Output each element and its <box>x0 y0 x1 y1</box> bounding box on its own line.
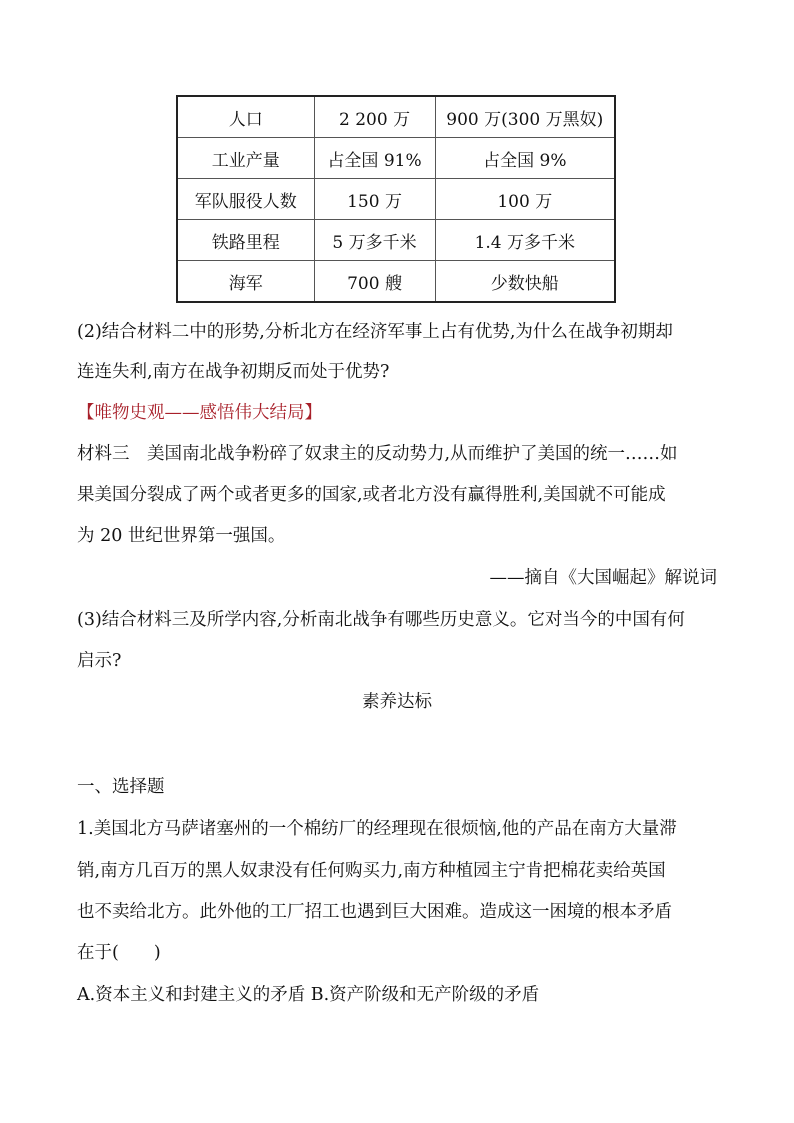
question-1-line-3: 也不卖给北方。此外他的工厂招工也遇到巨大困难。造成这一困境的根本矛盾 <box>77 902 672 922</box>
section-heading: 【唯物史观——感悟伟大结局】 <box>77 403 322 423</box>
question-1-line-4: 在于( ) <box>77 943 161 963</box>
material-3-line-3: 为 20 世纪世界第一强国。 <box>77 526 286 546</box>
table-row <box>177 220 615 261</box>
table-cell: 5 万多千米 <box>314 220 435 261</box>
material-3-source: ——摘自《大国崛起》解说词 <box>489 568 717 588</box>
question-1-line-1: 1.美国北方马萨诸塞州的一个棉纺厂的经理现在很烦恼,他的产品在南方大量滞 <box>77 819 677 839</box>
table-cell: 占全国 91% <box>314 138 435 179</box>
table-cell: 700 艘 <box>314 261 435 303</box>
table-cell: 人口 <box>177 96 314 138</box>
question-2-line-1: (2)结合材料二中的形势,分析北方在经济军事上占有优势,为什么在战争初期却 <box>77 322 673 342</box>
material-3-line-2: 果美国分裂成了两个或者更多的国家,或者北方没有赢得胜利,美国就不可能成 <box>77 485 666 505</box>
table-cell: 海军 <box>177 261 314 303</box>
comparison-table <box>176 95 616 303</box>
question-3-line-1: (3)结合材料三及所学内容,分析南北战争有哪些历史意义。它对当今的中国有何 <box>77 610 685 630</box>
section-subtitle: 素养达标 <box>362 692 432 712</box>
table-cell: 占全国 9% <box>435 138 615 179</box>
table-cell: 150 万 <box>314 179 435 220</box>
question-3-line-2: 启示? <box>77 651 122 671</box>
table-row <box>177 261 615 303</box>
question-1-options: A.资本主义和封建主义的矛盾 B.资产阶级和无产阶级的矛盾 <box>77 985 540 1005</box>
table-cell: 铁路里程 <box>177 220 314 261</box>
table-row <box>177 179 615 220</box>
table-cell: 100 万 <box>435 179 615 220</box>
question-1-line-2: 销,南方几百万的黑人奴隶没有任何购买力,南方种植园主宁肯把棉花卖给英国 <box>77 861 666 881</box>
table-cell: 少数快船 <box>435 261 615 303</box>
table-row <box>177 96 615 138</box>
table-cell: 军队服役人数 <box>177 179 314 220</box>
table-cell: 2 200 万 <box>314 96 435 138</box>
table-row <box>177 138 615 179</box>
material-3-line-1: 材料三 美国南北战争粉碎了奴隶主的反动势力,从而维护了美国的统一……如 <box>77 444 678 464</box>
part-heading: 一、选择题 <box>77 777 165 797</box>
table-cell: 工业产量 <box>177 138 314 179</box>
table-cell: 900 万(300 万黑奴) <box>435 96 615 138</box>
question-2-line-2: 连连失利,南方在战争初期反而处于优势? <box>77 362 390 382</box>
table-cell: 1.4 万多千米 <box>435 220 615 261</box>
